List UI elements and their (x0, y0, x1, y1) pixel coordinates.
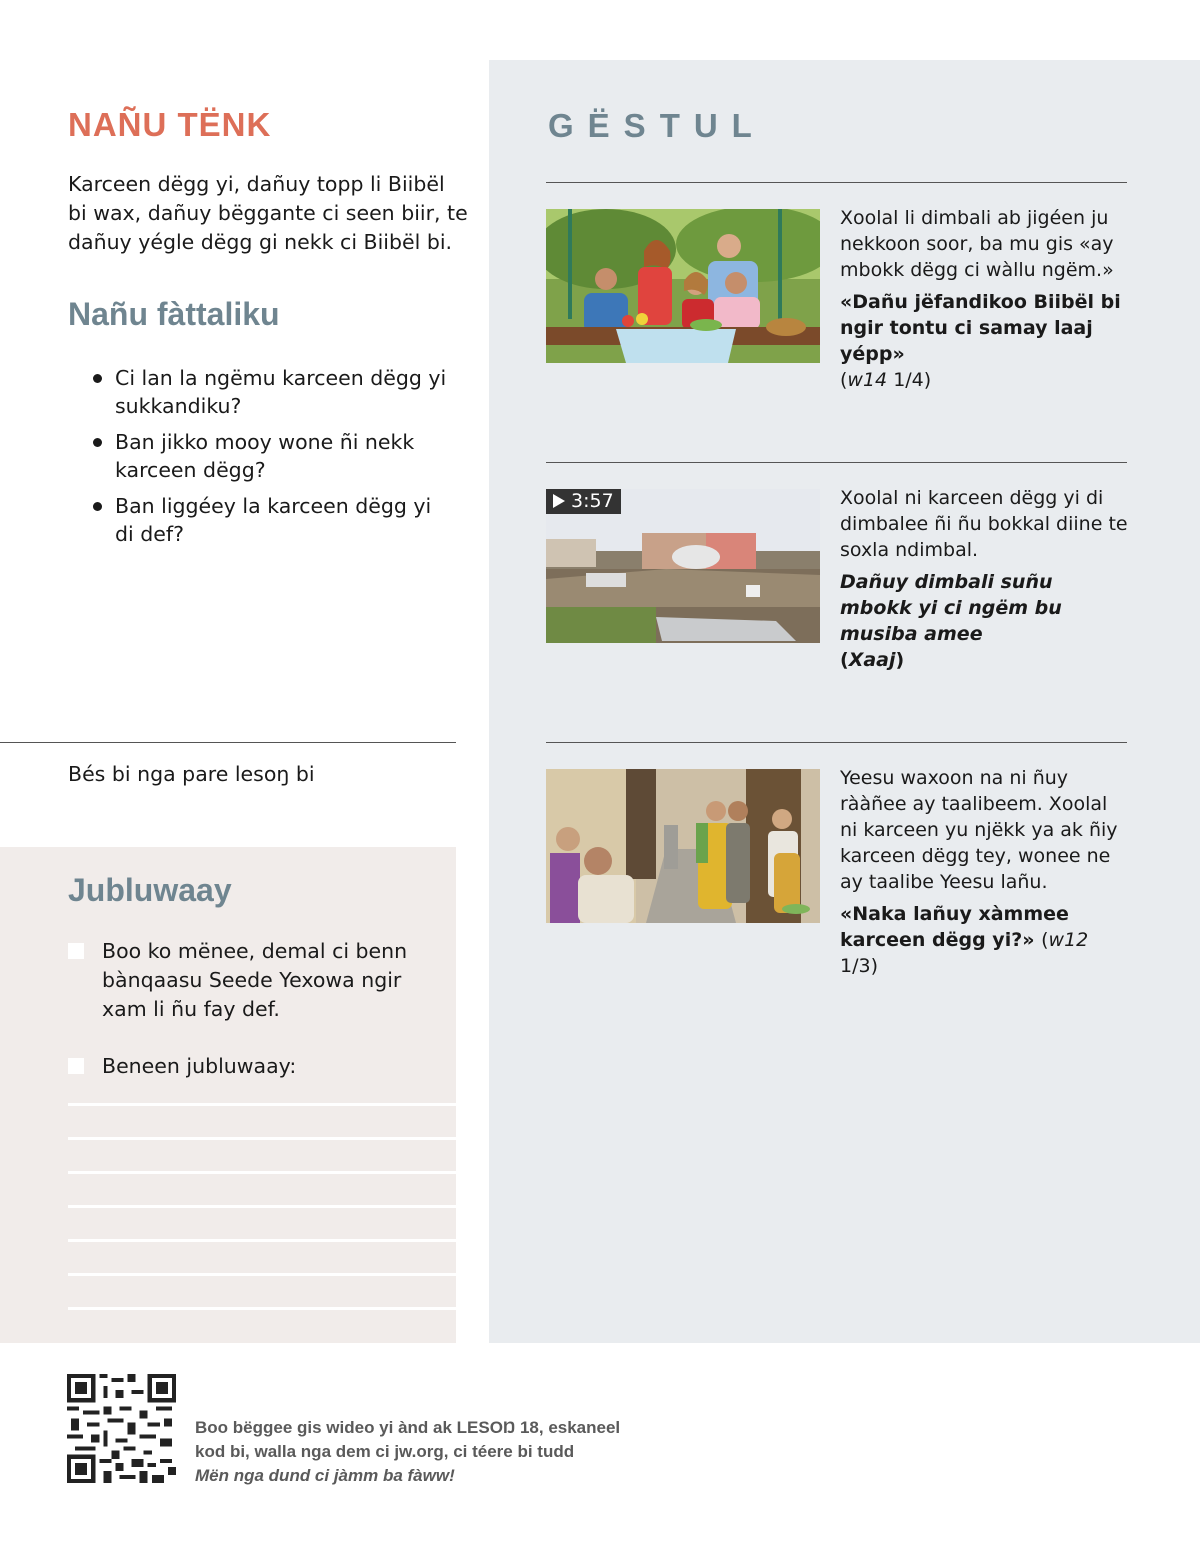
goal-writing-lines[interactable] (68, 1103, 456, 1341)
card-video-2 (840, 485, 1130, 673)
qr-code[interactable] (67, 1374, 176, 1483)
jesus-disciples-illustration (546, 769, 820, 923)
goal-heading: Jubluwaay (68, 872, 232, 908)
card-description: Xoolal ni karceen dëgg yi di dimbalee ñi ñu bokkal diine te soxla ndimbal. (840, 487, 1128, 561)
disaster-video-thumbnail[interactable] (546, 489, 820, 643)
bullet-icon (93, 438, 102, 447)
review-question: Ban jikko mooy wone ñi nekk karceen dëgg? (90, 428, 450, 484)
qr-code-icon (67, 1374, 176, 1483)
goal-checklist (68, 937, 438, 1109)
summary-text: Karceen dëgg yi, dañuy topp li Biibël bi wax, dañuy bëggante ci seen biir, te dañuy yégle dëgg gi nekk ci Biibël bi. (68, 172, 468, 254)
disciples-painting-image[interactable] (546, 769, 820, 923)
completion-date-label[interactable]: Bés bi nga pare lesoŋ bi (68, 762, 315, 786)
review-question: Ban liggéey la karceen dëgg yi di def? (90, 492, 450, 548)
card-description: Xoolal li dimbali ab jigéen ju nekkoon soor, ba mu gis «ay mbokk dëgg ci wàllu ngëm.» (840, 207, 1114, 281)
goal-item: Beneen jubluwaay: (68, 1052, 438, 1081)
review-heading: Nañu fàttaliku (68, 296, 280, 332)
writing-line[interactable] (68, 1273, 456, 1276)
writing-line[interactable] (68, 1307, 456, 1310)
bullet-icon (93, 374, 102, 383)
card-title-link[interactable]: Dañuy dimbali suñu mbokk yi ci ngëm bu musiba amee (Xaaj) (840, 571, 1062, 671)
book-title: Mën nga dund ci jàmm ba fàww! (195, 1466, 455, 1485)
writing-line[interactable] (68, 1239, 456, 1242)
play-icon[interactable] (553, 494, 565, 508)
card-divider (546, 742, 1127, 743)
writing-line[interactable] (68, 1205, 456, 1208)
goal-item: Boo ko mënee, demal ci benn bànqaasu Seede Yexowa ngir xam li ñu fay def. (68, 937, 438, 1024)
date-divider (0, 742, 456, 743)
video-duration-badge: 3:57 (546, 489, 621, 514)
footer-video-note: Boo bëggee gis wideo yi ànd ak LESOŊ 18, eskaneel kod bi, walla nga dem ci jw.org, ci téere bi tudd Mën nga dund ci jàmm ba fàww! (195, 1416, 620, 1488)
bullet-icon (93, 502, 102, 511)
card-description: Yeesu waxoon na ni ñuy rààñee ay taalibeem. Xoolal ni karceen yu njëkk ya ak ñiy karceen dëgg tey, wonee ne ay taalibe Yeesu lañu. (840, 767, 1118, 893)
writing-line[interactable] (68, 1171, 456, 1174)
explore-heading: GËSTUL (548, 107, 766, 144)
card-article-3 (840, 765, 1130, 979)
checkbox[interactable] (68, 1058, 84, 1074)
review-questions (90, 364, 450, 556)
review-question: Ci lan la ngëmu karceen dëgg yi sukkandiku? (90, 364, 450, 420)
checkbox[interactable] (68, 943, 84, 959)
family-meal-image[interactable] (546, 209, 820, 363)
writing-line[interactable] (68, 1137, 456, 1140)
card-divider (546, 462, 1127, 463)
card-title-link[interactable]: «Naka lañuy xàmmee karceen dëgg yi?» (w12 1/3) (840, 903, 1089, 977)
family-meal-illustration (546, 209, 820, 363)
card-divider (546, 182, 1127, 183)
card-title-link[interactable]: «Dañu jëfandikoo Biibël bi ngir tontu ci samay laaj yépp» (w14 1/4) (840, 291, 1121, 391)
writing-line[interactable] (68, 1103, 456, 1106)
summary-heading: NAÑU TËNK (68, 106, 272, 143)
card-article-1 (840, 205, 1130, 393)
